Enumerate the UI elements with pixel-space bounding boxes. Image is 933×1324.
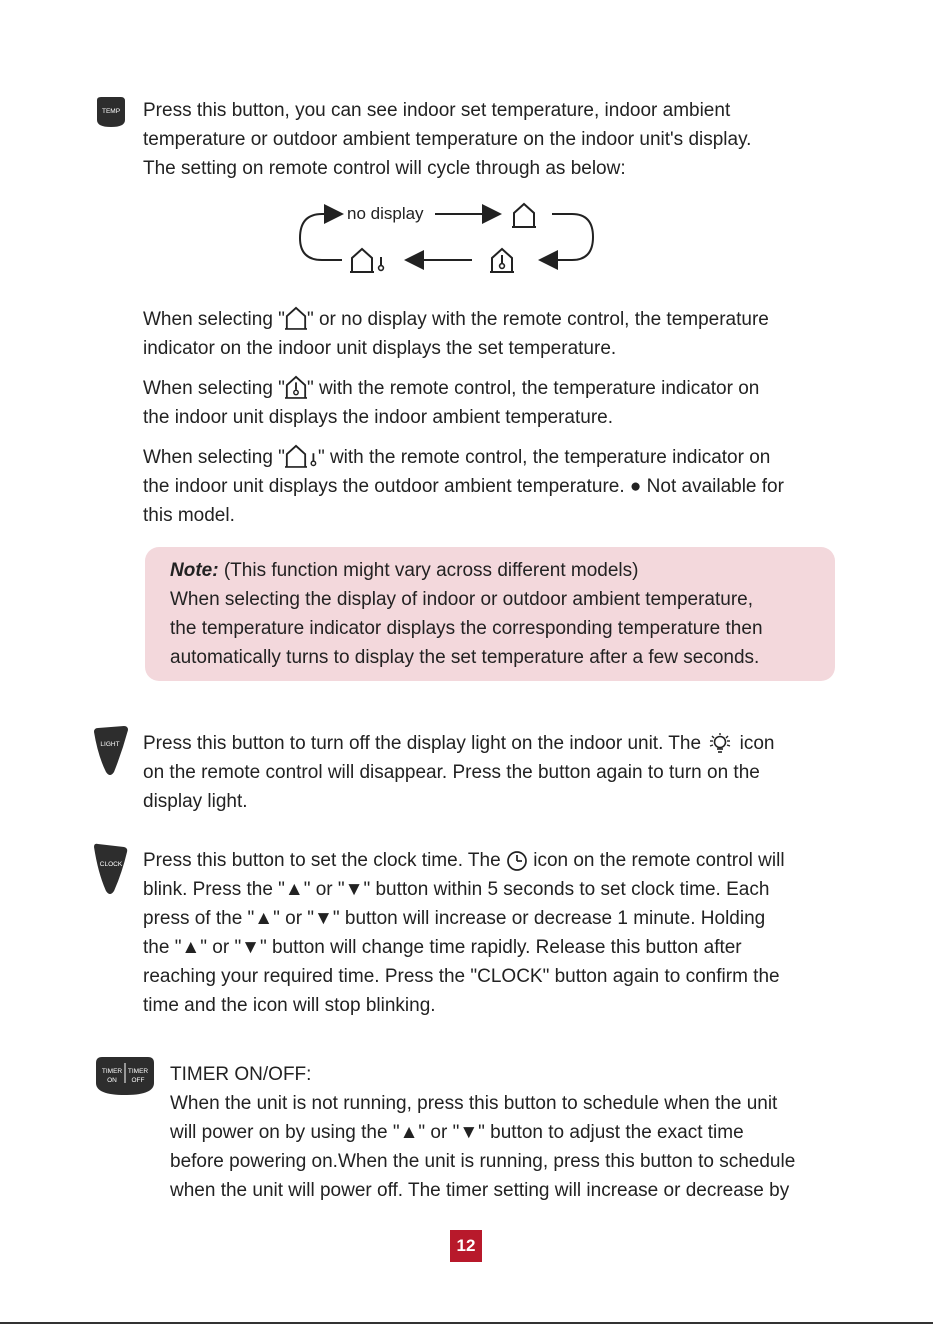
light-button-icon <box>92 726 130 776</box>
sel3-text-b: " with the remote control, the temperature indicator on <box>317 447 771 468</box>
sel3-line-2: the indoor unit displays the outdoor ambient temperature. ● Not available for <box>143 476 784 497</box>
clock-line-6: time and the icon will stop blinking. <box>143 995 436 1016</box>
page-number: 12 <box>450 1230 482 1262</box>
house-set-icon <box>285 305 307 331</box>
clock-line-2: blink. Press the "▲" or "▼" button within 5 seconds to set clock time. Each <box>143 879 770 900</box>
timer-line-1: When the unit is not running, press this button to schedule when the unit <box>170 1093 778 1114</box>
temp-button-label: TEMP <box>101 108 121 115</box>
note-line-3: the temperature indicator displays the corresponding temperature then <box>170 618 763 639</box>
cycle-house-set-icon <box>512 204 536 227</box>
clock-button-icon <box>92 843 130 895</box>
clock-line-1b: icon on the remote control will <box>533 850 785 871</box>
cycle-arrow-right <box>542 214 593 260</box>
cycle-arrow-left <box>300 214 342 260</box>
sel1-text-b: " or no display with the remote control, the temperature <box>306 309 769 330</box>
sel3-line-3: this model. <box>143 505 235 526</box>
temp-button-icon <box>95 96 127 128</box>
light-line-2: on the remote control will disappear. Press the button again to turn on the <box>143 762 760 783</box>
house-indoor-icon <box>285 374 307 400</box>
selection-indoor <box>143 374 759 432</box>
sel1-text-a: When selecting " <box>143 309 285 330</box>
timer-line-2: will power on by using the "▲" or "▼" button to adjust the exact time <box>170 1122 744 1143</box>
note-text <box>170 556 763 672</box>
light-line-1a: Press this button to turn off the display light on the indoor unit. The <box>143 733 702 754</box>
clock-line-5: reaching your required time. Press the "CLOCK" button again to confirm the <box>143 966 780 987</box>
temp-cycle-diagram <box>290 195 610 280</box>
sel3-text-a: When selecting " <box>143 447 285 468</box>
cycle-house-indoor-icon <box>490 249 514 272</box>
timer-off-label-top: TIMER <box>127 1068 149 1075</box>
timer-line-4: when the unit will power off. The timer setting will increase or decrease by <box>170 1180 790 1201</box>
sel2-text-a: When selecting " <box>143 378 285 399</box>
timer-text <box>170 1060 795 1205</box>
timer-title: TIMER ON/OFF: <box>170 1064 312 1085</box>
timer-off-label-bottom: OFF <box>131 1077 145 1084</box>
timer-button-icon <box>93 1055 157 1097</box>
temp-intro <box>143 96 751 183</box>
light-text <box>143 729 774 816</box>
sel1-line-2: indicator on the indoor unit displays the set temperature. <box>143 338 617 359</box>
sel2-line-2: the indoor unit displays the indoor ambient temperature. <box>143 407 613 428</box>
temp-line-1: Press this button, you can see indoor set temperature, indoor ambient <box>143 100 731 121</box>
cycle-no-display-label: no display <box>347 204 424 223</box>
clock-icon <box>506 850 528 872</box>
note-label: Note: <box>170 560 219 581</box>
sel2-text-b: " with the remote control, the temperature indicator on <box>306 378 760 399</box>
light-line-1b: icon <box>739 733 775 754</box>
light-button-label: LIGHT <box>100 741 120 748</box>
clock-button-label: CLOCK <box>99 861 123 868</box>
temp-line-2: temperature or outdoor ambient temperature on the indoor unit's display. <box>143 129 752 150</box>
light-bulb-icon <box>706 733 734 755</box>
selection-outdoor <box>143 443 784 530</box>
note-line-1: (This function might vary across different models) <box>218 560 639 581</box>
selection-set <box>143 305 769 363</box>
timer-on-label-bottom: ON <box>107 1077 117 1084</box>
clock-text <box>143 846 785 1020</box>
cycle-house-outdoor-icon <box>350 249 383 272</box>
house-outdoor-icon <box>285 443 318 469</box>
clock-line-1a: Press this button to set the clock time. The <box>143 850 501 871</box>
note-line-4: automatically turns to display the set temperature after a few seconds. <box>170 647 760 668</box>
clock-line-4: the "▲" or "▼" button will change time rapidly. Release this button after <box>143 937 742 958</box>
light-line-3: display light. <box>143 791 248 812</box>
clock-line-3: press of the "▲" or "▼" button will increase or decrease 1 minute. Holding <box>143 908 766 929</box>
note-line-2: When selecting the display of indoor or outdoor ambient temperature, <box>170 589 753 610</box>
timer-on-label-top: TIMER <box>101 1068 123 1075</box>
temp-line-3: The setting on remote control will cycle through as below: <box>143 158 626 179</box>
timer-line-3: before powering on.When the unit is running, press this button to schedule <box>170 1151 796 1172</box>
